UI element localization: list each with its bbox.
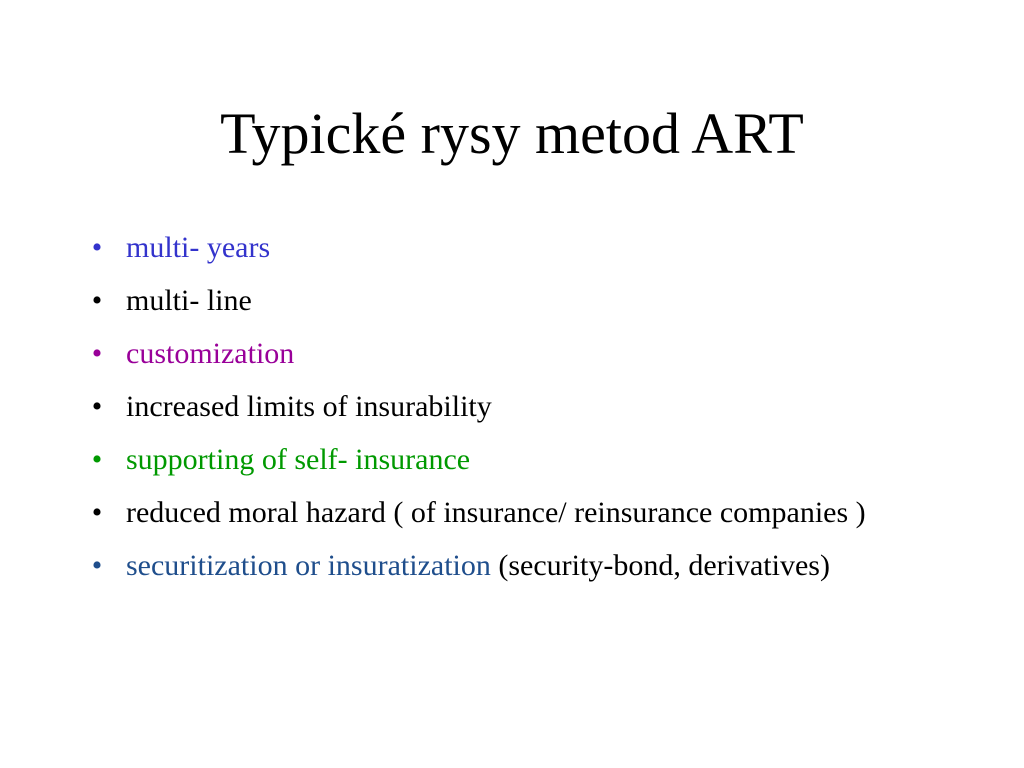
bullet-dot-icon: • [91, 284, 103, 317]
bullet-dot-icon: • [91, 231, 103, 264]
bullet-list [84, 226, 944, 597]
bullet-dot-icon: • [91, 390, 103, 423]
bullet-item-moral-hazard [84, 491, 944, 535]
bullet-item-securitization [84, 544, 944, 588]
bullet-item-insurability [84, 385, 944, 429]
bullet-text: multi- years [126, 231, 271, 264]
bullet-text: increased limits of insurability [126, 390, 492, 423]
bullet-text: reduced moral hazard ( of insurance/ reinsurance companies ) [126, 496, 866, 529]
bullet-item-self-insurance [84, 438, 944, 482]
bullet-text: supporting of self- insurance [126, 443, 471, 476]
bullet-dot-icon: • [91, 337, 103, 370]
bullet-text: multi- line [126, 284, 252, 317]
bullet-item-multi-line [84, 279, 944, 323]
bullet-item-customization [84, 332, 944, 376]
bullet-text-suffix: (security-bond, derivatives) [490, 549, 830, 582]
bullet-item-multi-years [84, 226, 944, 270]
bullet-dot-icon: • [91, 496, 103, 529]
bullet-dot-icon: • [91, 443, 103, 476]
bullet-text: customization [126, 337, 295, 370]
slide-title: Typické rysy metod ART [220, 101, 804, 166]
bullet-text: securitization or insuratization [126, 549, 491, 582]
bullet-dot-icon: • [91, 549, 103, 582]
